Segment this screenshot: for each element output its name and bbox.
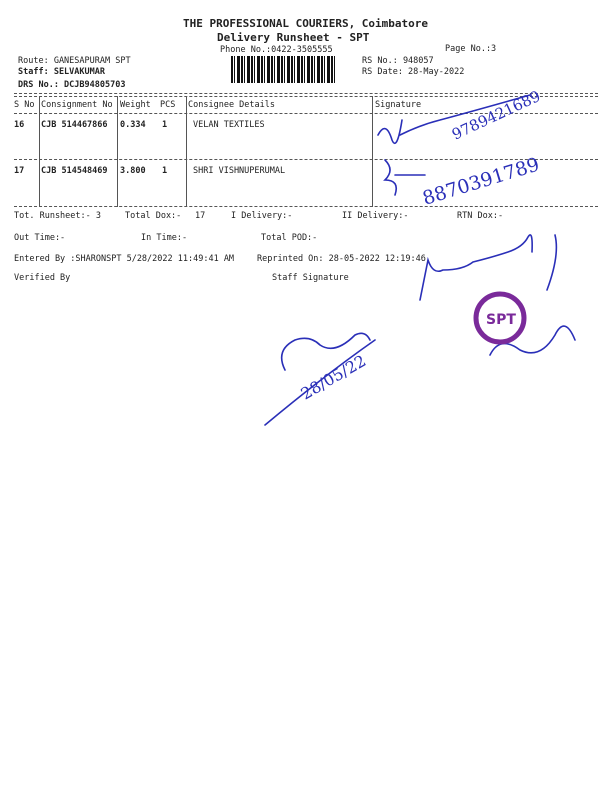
handwritten-date: 28/05/22 [297, 351, 370, 404]
staff-signature-label: Staff Signature [272, 273, 349, 283]
phone-number: Phone No.:0422-3505555 [220, 45, 333, 55]
rs-number: RS No.: 948057 [362, 56, 434, 66]
rtn-dox: RTN Dox:- [457, 211, 504, 221]
entered-by: Entered By :SHARONSPT 5/28/2022 11:49:41 AM [14, 254, 235, 264]
page-number: Page No.:3 [445, 44, 497, 54]
col-consignment: Consignment No [41, 100, 113, 110]
spt-stamp [476, 294, 524, 342]
row-consignment: CJB 514548469 [41, 166, 108, 176]
col-weight: Weight [120, 100, 151, 110]
company-name: THE PROFESSIONAL COURIERS, Coimbatore [183, 17, 429, 30]
out-time: Out Time:- [14, 233, 66, 243]
row-consignee: VELAN TEXTILES [193, 120, 265, 130]
row-pcs: 1 [162, 120, 168, 130]
col-sno: S No [14, 100, 35, 110]
total-dox-label: Total Dox:- [125, 211, 182, 221]
rs-date: RS Date: 28-May-2022 [362, 67, 465, 77]
signature-row17 [385, 160, 425, 195]
row-weight: 0.334 [120, 120, 146, 130]
in-time: In Time:- [141, 233, 188, 243]
reprinted-on: Reprinted On: 28-05-2022 12:19:46 [257, 254, 426, 264]
col-pcs: PCS [160, 100, 176, 110]
drs-number: DRS No.: DCJB94805703 [18, 80, 126, 90]
total-pod: Total POD:- [261, 233, 318, 243]
document-title: Delivery Runsheet - SPT [217, 31, 370, 44]
row-consignee: SHRI VISHNUPERUMAL [193, 166, 286, 176]
verified-by: Verified By [14, 273, 71, 283]
handwritten-phone-1: 9789421689 [449, 86, 544, 144]
row-sno: 16 [14, 120, 25, 130]
stamp-text: SPT [486, 312, 516, 328]
row-weight: 3.800 [120, 166, 146, 176]
row-sno: 17 [14, 166, 25, 176]
staff-signature [420, 235, 556, 300]
row-consignment: CJB 514467866 [41, 120, 108, 130]
row-pcs: 1 [162, 166, 168, 176]
col-signature: Signature [375, 100, 422, 110]
route: Route: GANESAPURAM SPT [18, 56, 131, 66]
col-consignee: Consignee Details [188, 100, 275, 110]
total-dox-value: 17 [195, 211, 206, 221]
tot-runsheet: Tot. Runsheet:- 3 [14, 211, 101, 221]
staff: Staff: SELVAKUMAR [18, 67, 105, 77]
handwritten-phone-2: 8870391789 [420, 153, 543, 210]
ii-delivery: II Delivery:- [342, 211, 409, 221]
i-delivery: I Delivery:- [231, 211, 293, 221]
